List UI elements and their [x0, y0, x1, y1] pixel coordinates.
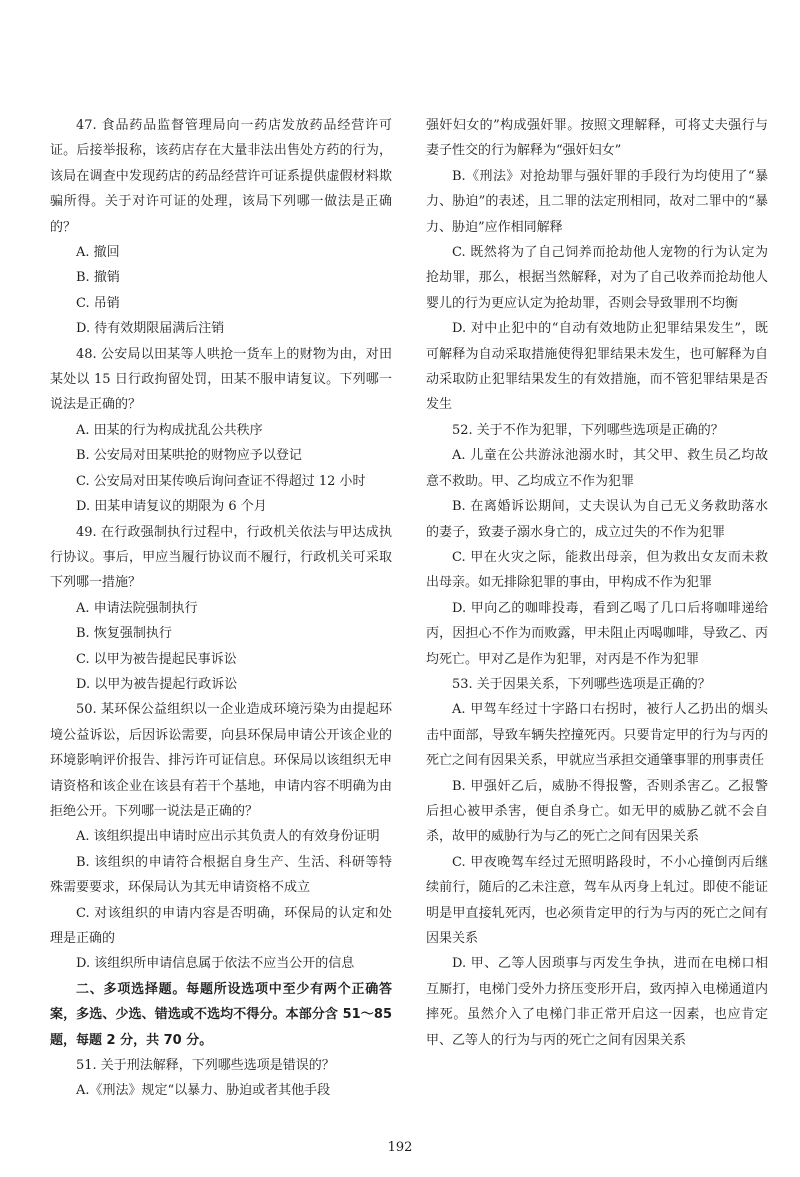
section-heading: 二、多项选择题。每题所设选项中至少有两个正确答案，多选、少选、错选或不选均不得分。本部分含 51～85 题，每题 2 分，共 70 分。 — [50, 981, 392, 1048]
answer-option: C. 吊销 — [76, 295, 120, 311]
answer-option: B. 甲强奸乙后，威胁不得报警，否则杀害乙。乙报警后担心被甲杀害，便自杀身亡。如无甲的威胁乙就不会自杀，故甲的威胁行为与乙的死亡之间有因果关系 — [426, 778, 768, 845]
answer-option: A. 撤回 — [76, 245, 120, 261]
answer-option: D. 对中止犯中的“自动有效地防止犯罪结果发生”，既可解释为自动采取措施使得犯罪结果未发生，也可解释为自动采取防止犯罪结果发生的有效措施，而不管犯罪结果是否发生 — [426, 321, 768, 413]
answer-option: D. 田某申请复议的期限为 6 个月 — [76, 499, 267, 515]
answer-option: B. 撤销 — [76, 270, 120, 286]
question-stem: 47. 食品药品监督管理局向一药店发放药品经营许可证。后接举报称，该药店存在大量非法出售处方药的行为，该局在调查中发现药店的药品经营许可证系提供虚假材料欺骗所得。关于对许可证的处理，该局下列哪一做法是正确的？ — [50, 118, 392, 235]
answer-option: D. 待有效期限届满后注销 — [76, 321, 225, 337]
answer-option: A. 儿童在公共游泳池溺水时，其父甲、救生员乙均故意不救助。甲、乙均成立不作为犯罪 — [426, 448, 768, 489]
answer-option: B. 在离婚诉讼期间，丈夫误认为自己无义务救助落水的妻子，致妻子溺水身亡的，成立过失的不作为犯罪 — [426, 499, 768, 540]
answer-option: A. 申请法院强制执行 — [76, 600, 198, 616]
answer-option: D. 甲向乙的咖啡投毒，看到乙喝了几口后将咖啡递给丙，因担心不作为而败露，甲未阻止丙喝咖啡，导致乙、丙均死亡。甲对乙是作为犯罪，对丙是不作为犯罪 — [426, 600, 768, 667]
answer-option: D. 以甲为被告提起行政诉讼 — [76, 676, 238, 692]
question-stem: 51. 关于刑法解释，下列哪些选项是错误的？ — [76, 1058, 335, 1074]
answer-option: C. 既然将为了自己饲养而抢劫他人宠物的行为认定为抢劫罪，那么，根据当然解释，对为了自己收养而抢劫他人婴儿的行为更应认定为抢劫罪，否则会导致罪刑不均衡 — [426, 245, 768, 311]
answer-option: A. 该组织提出申请时应出示其负责人的有效身份证明 — [76, 829, 380, 845]
answer-option: B. 恢复强制执行 — [76, 626, 172, 642]
question-stem: 52. 关于不作为犯罪，下列哪些选项是正确的？ — [452, 422, 724, 438]
answer-option: B. 该组织的申请符合根据自身生产、生活、科研等特殊需要要求，环保局认为其无申请资格不成立 — [50, 854, 392, 896]
answer-option: C. 以甲为被告提起民事诉讼 — [76, 651, 237, 667]
question-stem: 50. 某环保公益组织以一企业造成环境污染为由提起环境公益诉讼，后因诉讼需要，向县环保局申请公开该企业的环境影响评价报告、排污许可证信息。环保局以该组织无申请资格和该企业在该县有若干个基地，申请内容不明确为由拒绝公开。下列哪一说法是正确的？ — [50, 702, 392, 819]
answer-option: A. 甲驾车经过十字路口右拐时，被行人乙扔出的烟头击中面部，导致车辆失控撞死丙。只要肯定甲的行为与丙的死亡之间有因果关系，甲就应当承担交通肇事罪的刑事责任 — [426, 702, 768, 769]
answer-option: D. 该组织所申请信息属于依法不应当公开的信息 — [76, 956, 355, 972]
answer-option: C. 甲夜晚驾车经过无照明路段时，不小心撞倒丙后继续前行，随后的乙未注意，驾车从丙身上轧过。即使不能证明是甲直接轧死丙，也必须肯定甲的行为与丙的死亡之间有因果关系 — [426, 854, 768, 946]
question-stem: 53. 关于因果关系，下列哪些选项是正确的？ — [452, 676, 711, 692]
answer-option: B. 公安局对田某哄抢的财物应予以登记 — [76, 448, 302, 464]
continued-text: 强奸妇女的”构成强奸罪。按照文理解释，可将丈夫强行与妻子性交的行为解释为“强奸妇女” — [426, 118, 768, 159]
answer-option: C. 对该组织的申请内容是否明确，环保局的认定和处理是正确的 — [50, 905, 392, 946]
answer-option: C. 甲在火灾之际，能救出母亲，但为救出女友而未救出母亲。如无排除犯罪的事由，甲构成不作为犯罪 — [426, 549, 768, 591]
right-column — [426, 113, 768, 1053]
left-column — [50, 113, 392, 1104]
answer-option: A. 田某的行为构成扰乱公共秩序 — [76, 422, 263, 438]
answer-option: B.《刑法》对抢劫罪与强奸罪的手段行为均使用了“暴力、胁迫”的表述，且二罪的法定刑相同，故对二罪中的“暴力、胁迫”应作相同解释 — [426, 168, 768, 235]
question-stem: 49. 在行政强制执行过程中，行政机关依法与甲达成执行协议。事后，甲应当履行协议而不履行，行政机关可采取下列哪一措施？ — [50, 524, 392, 591]
answer-option: D. 甲、乙等人因琐事与丙发生争执，进而在电梯口相互厮打，电梯门受外力挤压变形开启，致丙掉入电梯通道内摔死。虽然介入了电梯门非正常开启这一因素，也应肯定甲、乙等人的行为与丙的死亡之间有因果关系 — [426, 956, 768, 1048]
answer-option: A.《刑法》规定“以暴力、胁迫或者其他手段 — [76, 1083, 331, 1099]
answer-option: C. 公安局对田某传唤后询问查证不得超过 12 小时 — [76, 473, 366, 489]
question-stem: 48. 公安局以田某等人哄抢一货车上的财物为由，对田某处以 15 日行政拘留处罚，田某不服申请复议。下列哪一说法是正确的？ — [50, 346, 392, 413]
page-number: 192 — [387, 1140, 413, 1155]
